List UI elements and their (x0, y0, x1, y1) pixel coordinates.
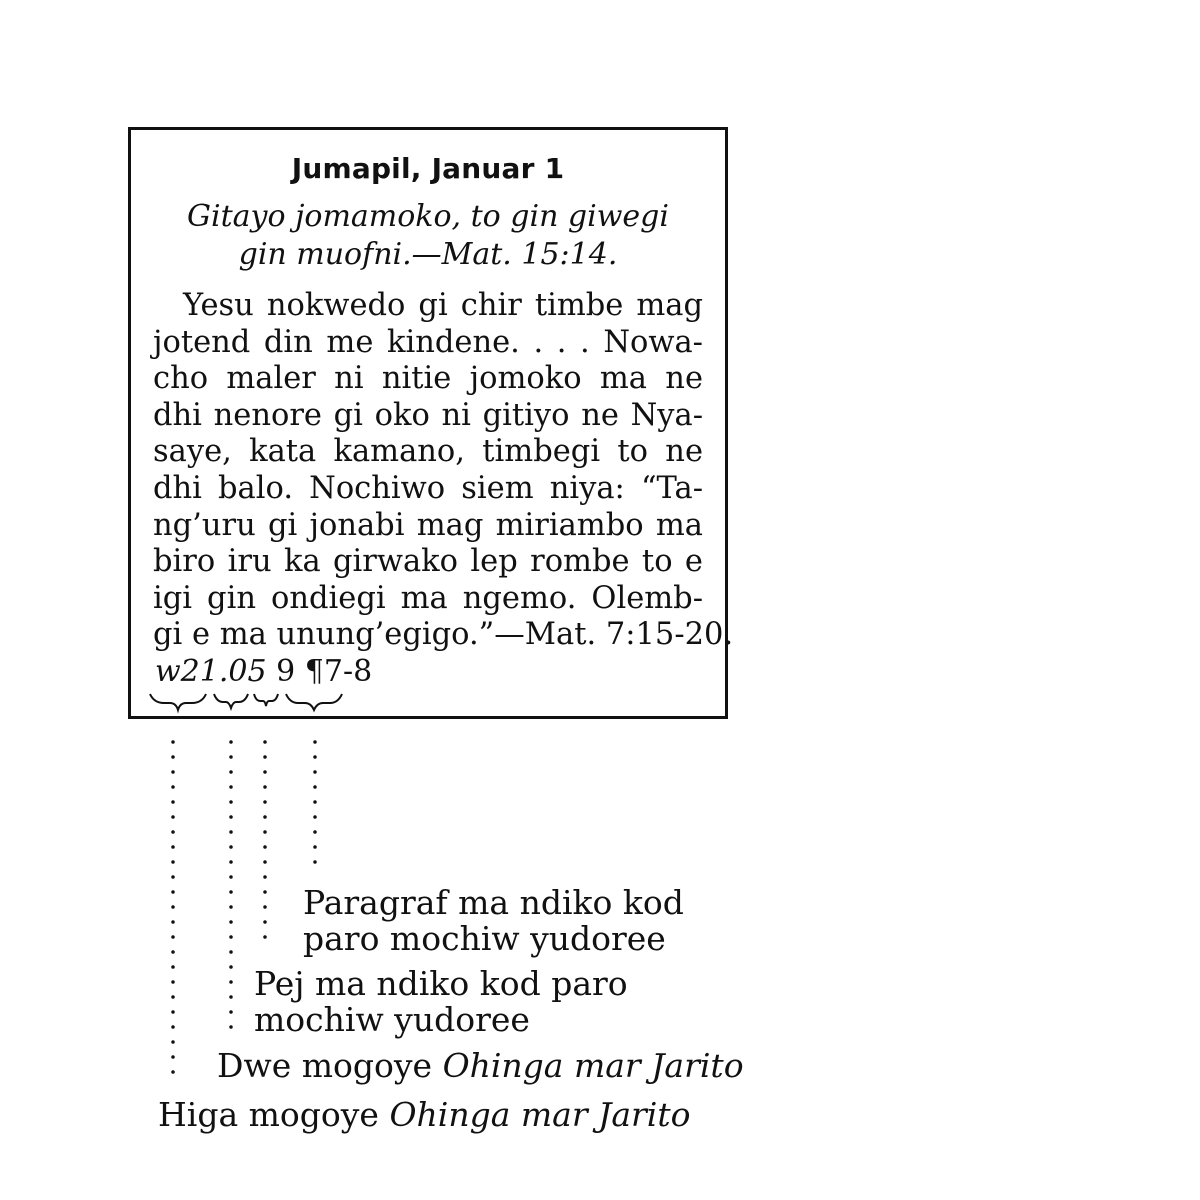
page-legend (254, 966, 628, 1038)
reference-issue: .05 (218, 654, 267, 689)
page-legend-line: Pej ma ndiko kod paro (254, 964, 628, 1003)
paragraph-legend-line: paro mochiw yudoree (303, 919, 666, 958)
paragraph-line: ng’uru gi jonabi mag miriambo ma (153, 507, 703, 543)
paragraph-line: dhi balo. Nochiwo siem niya: “Ta- (153, 470, 703, 506)
scripture-line: Gitayo jomamoko, to gin giwegi (187, 199, 669, 234)
brace-issue (214, 694, 248, 708)
scripture-line: gin muofni.—Mat. 15:14. (238, 237, 618, 272)
brace-paragraphs (286, 694, 342, 710)
date-heading: Jumapil, Januar 1 (291, 152, 565, 185)
paragraph-line: cho maler ni nitie jomoko ma ne (153, 361, 703, 397)
year-legend (158, 1097, 690, 1133)
paragraph-line: dhi nenore gi oko ni gitiyo ne Nya- (153, 397, 703, 433)
page-legend-line: mochiw yudoree (254, 1000, 530, 1039)
paragraph-line: gi e ma unung’egigo.”—Mat. 7:15-20. (153, 617, 734, 653)
brace-page (254, 694, 278, 706)
reference-publication: w21 (155, 654, 219, 689)
issue-legend-prefix: Dwe mogoye (217, 1046, 433, 1085)
issue-legend (217, 1048, 744, 1084)
year-legend-prefix: Higa mogoye (158, 1095, 379, 1134)
reference-page: 9 (276, 654, 296, 689)
brace-publication (150, 694, 206, 710)
paragraph-legend-line: Paragraf ma ndiko kod (303, 883, 684, 922)
paragraph-line: Yesu nokwedo gi chir timbe mag (183, 288, 703, 323)
year-legend-title: Ohinga mar Jarito (389, 1095, 691, 1134)
paragraph-line: jotend din me kindene. . . . Nowa- (153, 324, 703, 360)
reference-paragraphs: ¶7-8 (304, 654, 373, 689)
paragraph-legend (303, 885, 684, 957)
paragraph-line: biro iru ka girwako lep rombe to e (153, 544, 703, 580)
issue-legend-title: Ohinga mar Jarito (442, 1046, 744, 1085)
paragraph-line: saye, kata kamano, timbegi to ne (153, 434, 703, 470)
paragraph-line: igi gin ondiegi ma ngemo. Olemb- (153, 580, 703, 616)
